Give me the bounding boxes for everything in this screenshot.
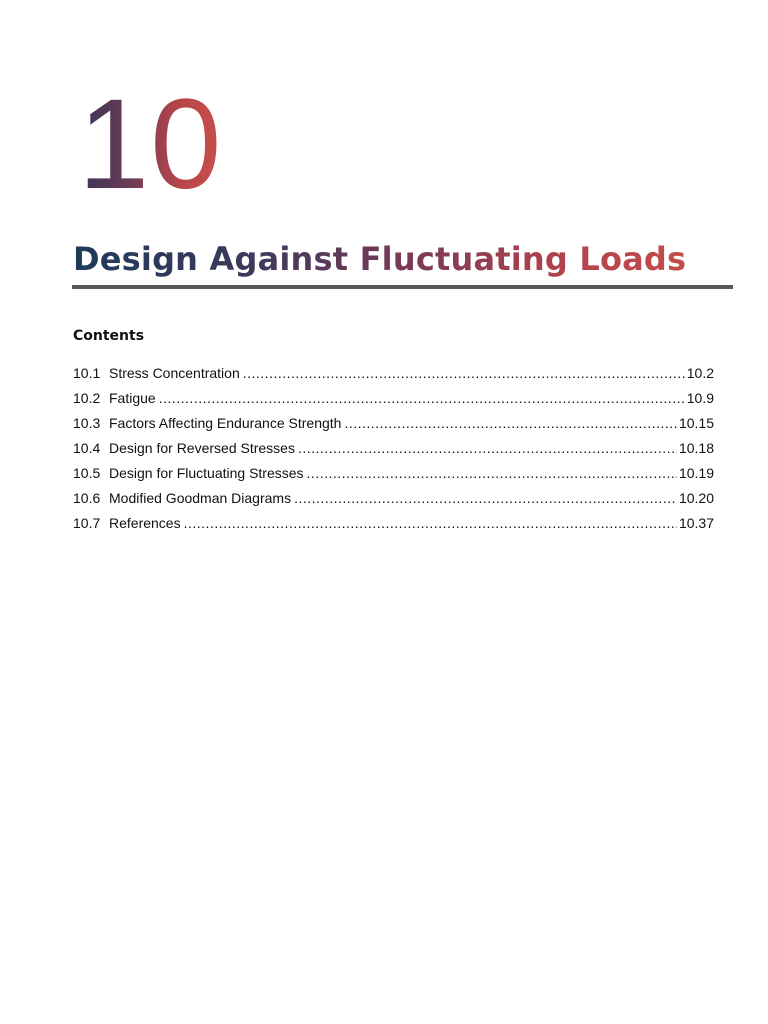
toc-entry-page: 10.2 xyxy=(686,365,714,381)
toc-entry[interactable] xyxy=(73,461,714,486)
chapter-title: Design Against Fluctuating Loads xyxy=(73,236,686,282)
toc-dot-leader xyxy=(298,436,677,461)
toc-entry[interactable] xyxy=(73,486,714,511)
toc-dot-leader xyxy=(159,386,685,411)
toc-entry-title: Design for Fluctuating Stresses xyxy=(109,465,304,481)
toc-entry-title: Factors Affecting Endurance Strength xyxy=(109,415,342,431)
toc-entry-page: 10.9 xyxy=(686,390,714,406)
toc-entry-title: Design for Reversed Stresses xyxy=(109,440,295,456)
toc-dot-leader xyxy=(344,411,677,436)
toc-entry-number: 10.5 xyxy=(73,465,101,481)
toc-entry[interactable] xyxy=(73,386,714,411)
toc-dot-leader xyxy=(184,511,677,536)
toc-entry-title: Fatigue xyxy=(109,390,156,406)
toc-entry-page: 10.15 xyxy=(678,415,714,431)
toc-entry-number: 10.3 xyxy=(73,415,101,431)
toc-entry-page: 10.19 xyxy=(678,465,714,481)
toc-entry-page: 10.18 xyxy=(678,440,714,456)
toc-entry-number: 10.7 xyxy=(73,515,101,531)
toc-entry-page: 10.20 xyxy=(678,490,714,506)
toc-dot-leader xyxy=(294,486,677,511)
toc-entry-number: 10.1 xyxy=(73,365,101,381)
toc-entry[interactable] xyxy=(73,361,714,386)
contents-heading: Contents xyxy=(73,328,145,344)
toc-entry-number: 10.4 xyxy=(73,440,101,456)
toc-dot-leader xyxy=(243,361,685,386)
toc-entry-page: 10.37 xyxy=(678,515,714,531)
toc-entry-title: Modified Goodman Diagrams xyxy=(109,490,292,506)
toc-entry[interactable] xyxy=(73,511,714,536)
table-of-contents xyxy=(73,361,714,536)
toc-entry[interactable] xyxy=(73,411,714,436)
toc-entry-title: Stress Concentration xyxy=(109,365,240,381)
toc-entry-title: References xyxy=(109,515,181,531)
toc-entry[interactable] xyxy=(73,436,714,461)
toc-entry-number: 10.6 xyxy=(73,490,101,506)
title-divider xyxy=(72,285,733,289)
toc-dot-leader xyxy=(307,461,677,486)
chapter-number: 10 xyxy=(78,70,222,220)
toc-entry-number: 10.2 xyxy=(73,390,101,406)
